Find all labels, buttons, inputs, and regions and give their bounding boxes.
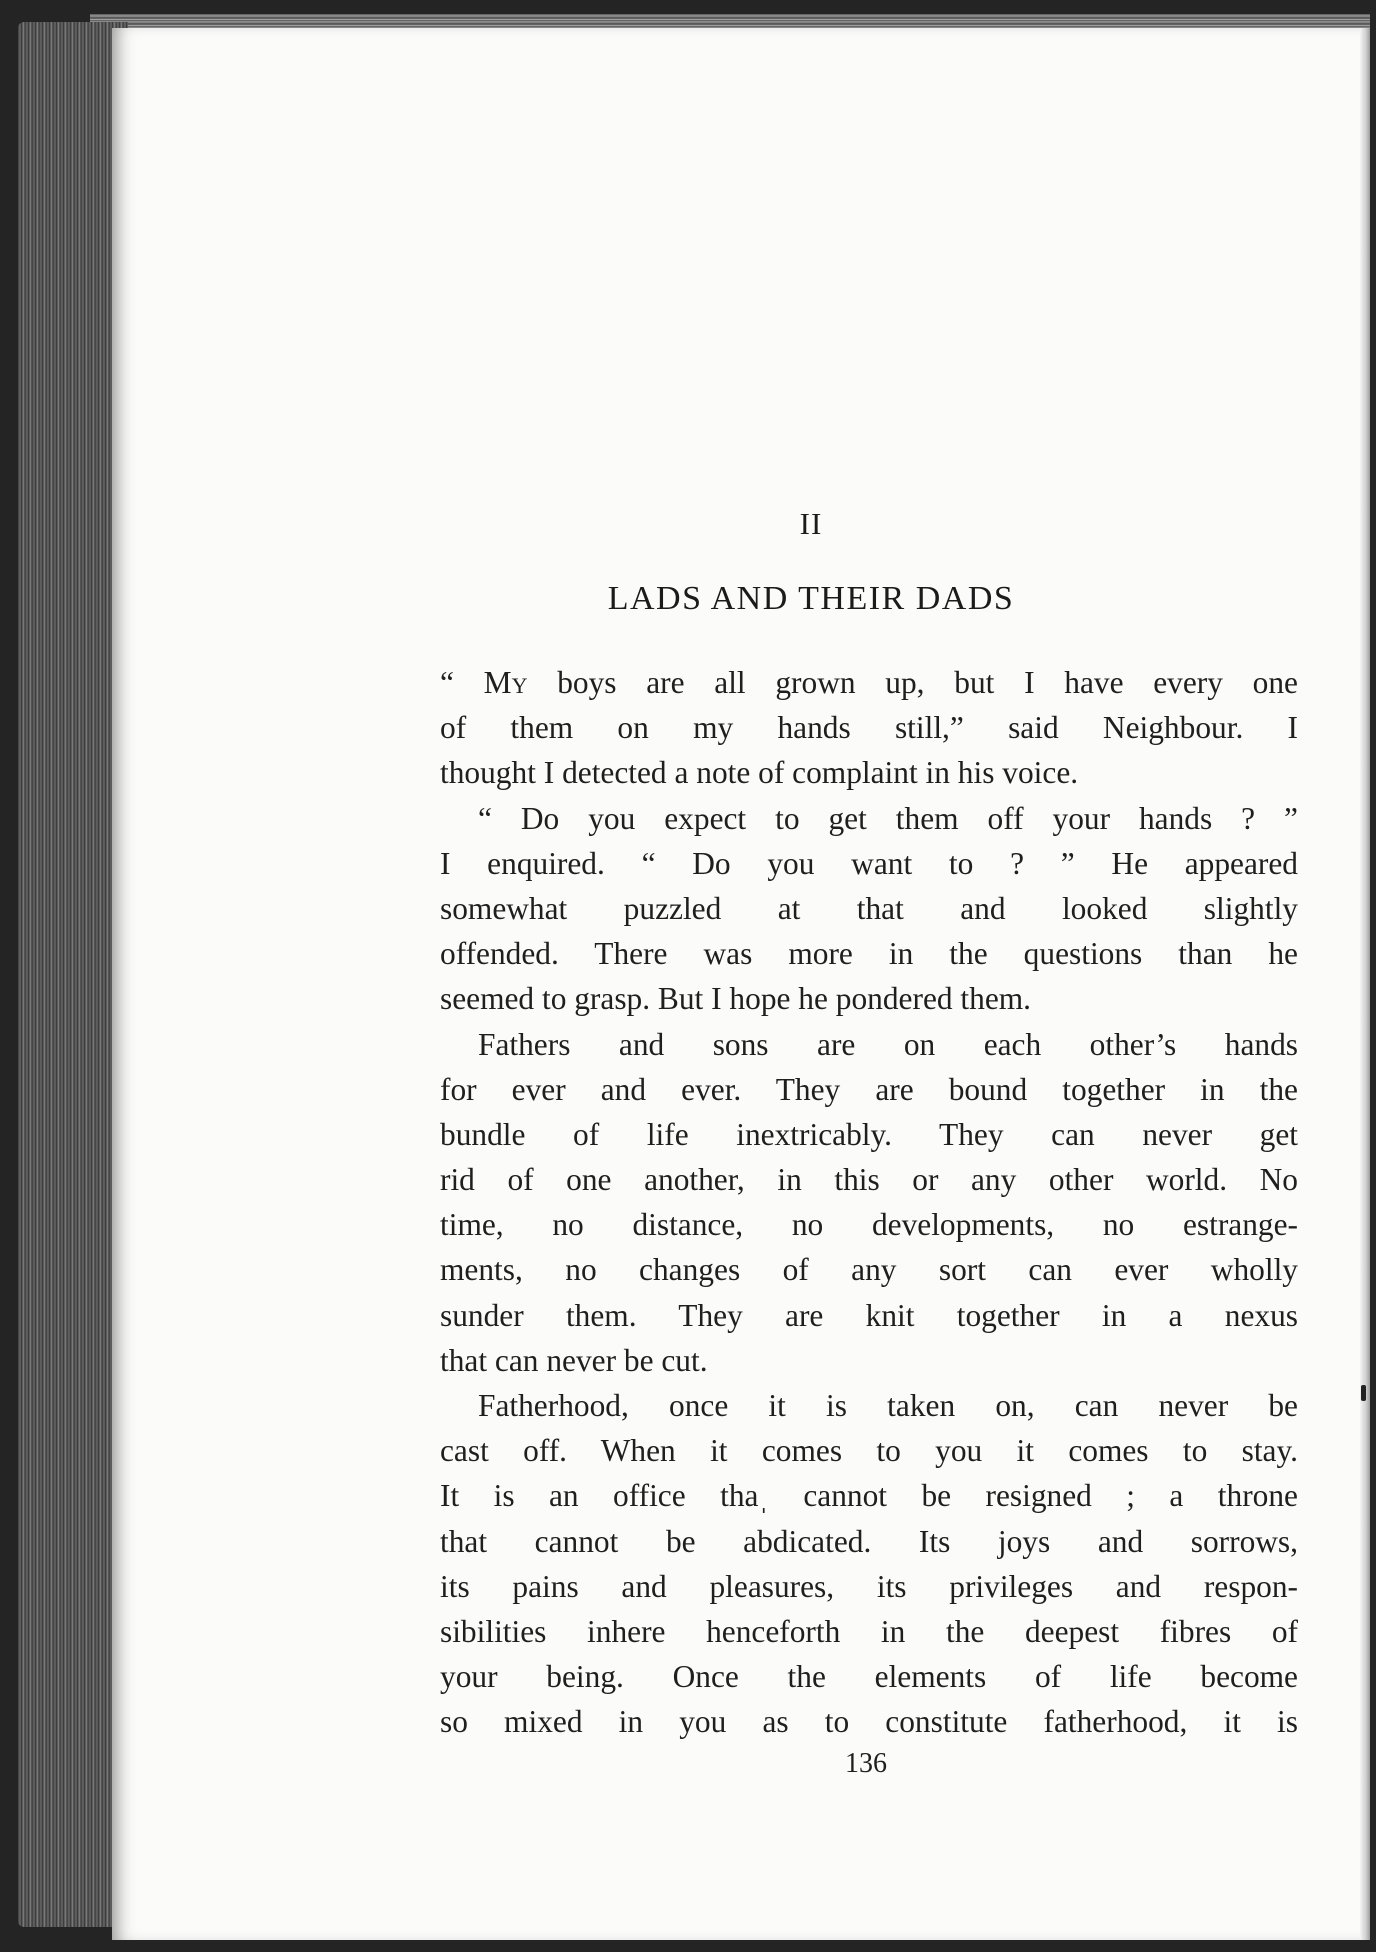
text-line: somewhat puzzled at that and looked slightly	[440, 890, 1298, 926]
text-line: sibilities inhere henceforth in the deepest fibres of	[440, 1613, 1298, 1649]
text-line: I enquired. “ Do you want to ? ” He appeared	[440, 845, 1298, 881]
text-line: “ Do you expect to get them off your hands ? ”	[478, 800, 1298, 836]
paragraph	[440, 796, 1298, 1022]
paragraph	[440, 1022, 1298, 1384]
book-page	[112, 28, 1370, 1940]
text-line: thought I detected a note of complaint in his voice.	[440, 755, 1079, 791]
page-edge-right	[1360, 28, 1370, 1940]
text-line: its pains and pleasures, its privileges and respon-	[440, 1568, 1298, 1604]
text-line: of them on my hands still,” said Neighbour. I	[440, 710, 1298, 746]
chapter-number: II	[799, 506, 823, 541]
paragraph	[440, 1383, 1298, 1745]
text-line: sunder them. They are knit together in a nexus	[440, 1297, 1298, 1333]
edge-mark	[1361, 1385, 1366, 1401]
text-line: Fatherhood, once it is taken on, can never be	[478, 1388, 1298, 1423]
text-line: for ever and ever. They are bound together in the	[440, 1071, 1298, 1107]
text-line: that cannot be abdicated. Its joys and sorrows,	[440, 1523, 1298, 1559]
text-line: It is an office thaˌ cannot be resigned ; a throne	[440, 1478, 1298, 1514]
text-line: rid of one another, in this or any other world. No	[440, 1162, 1298, 1198]
text-line: seemed to grasp. But I hope he pondered them.	[440, 981, 1032, 1017]
text-line: offended. There was more in the questions than he	[440, 936, 1298, 972]
text-line: time, no distance, no developments, no estrange-	[440, 1207, 1298, 1243]
paragraph	[440, 660, 1298, 796]
text-line: bundle of life inextricably. They can never get	[440, 1116, 1298, 1152]
text-line: Fathers and sons are on each other’s hands	[478, 1026, 1298, 1062]
text-line: your being. Once the elements of life become	[440, 1659, 1298, 1695]
body-text	[440, 660, 1298, 1745]
chapter-title: LADS AND THEIR DADS	[607, 580, 1015, 617]
text-line: so mixed in you as to constitute fatherhood, it is	[440, 1704, 1298, 1740]
text-line: that can never be cut.	[440, 1342, 708, 1378]
text-line: “ My boys are all grown up, but I have every one	[440, 665, 1298, 700]
text-line: ments, no changes of any sort can ever wholly	[440, 1252, 1298, 1288]
page-number: 136	[845, 1748, 887, 1779]
text-line: cast off. When it comes to you it comes to stay.	[440, 1433, 1298, 1469]
